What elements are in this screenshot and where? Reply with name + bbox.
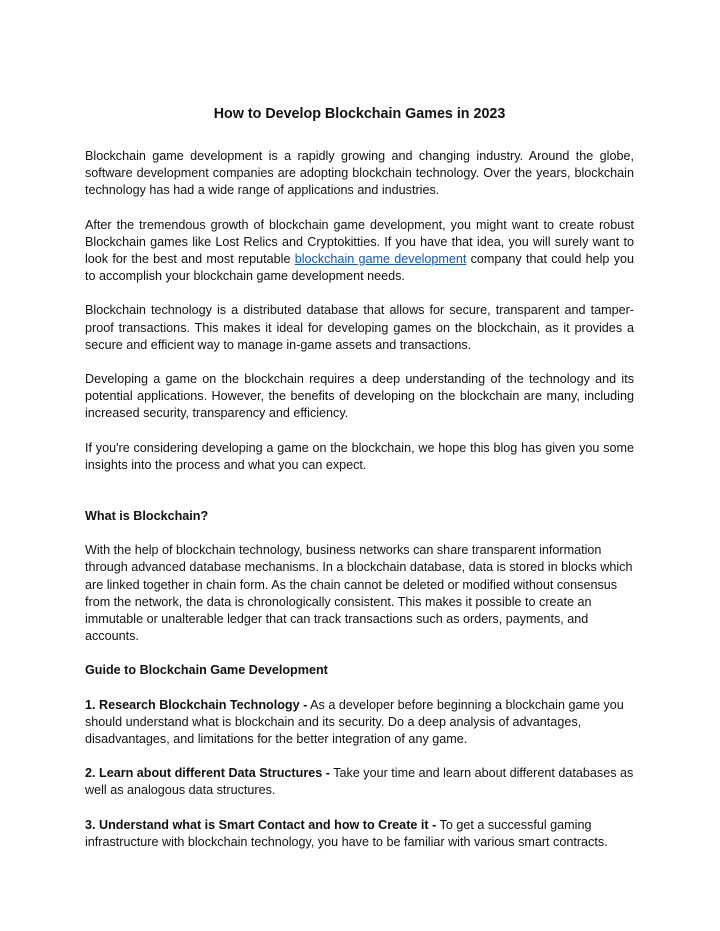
blockchain-game-development-link[interactable]: blockchain game development (294, 252, 467, 267)
guide-step-3-label: 3. Understand what is Smart Contact and how to Create it - (85, 817, 437, 832)
guide-step-2-label: 2. Learn about different Data Structures - (85, 766, 330, 781)
intro-paragraph-2-text-after: company that could help you to accomplish your blockchain game development needs. (85, 252, 634, 284)
guide-step-2 (85, 765, 634, 799)
guide-step-2-text: Take your time and learn about different databases as well as analogous data structures. (85, 766, 634, 798)
intro-paragraph-3: Blockchain technology is a distributed database that allows for secure, transparent and tamper-proof transactions. This makes it ideal for developing games on the blockchain, as it provides a secure and efficient way to manage in-game assets and transactions. (85, 303, 634, 352)
intro-paragraph-2-text-before: After the tremendous growth of blockchain game development, you might want to create robust Blockchain games like Lost Relics and Cryptokitties. If you have that idea, you will surely want to look for the best and most reputable (85, 217, 634, 267)
intro-paragraph-1: Blockchain game development is a rapidly growing and changing industry. Around the globe, software development companies are adopting blockchain technology. Over the years, blockchain technology has had a wide range of applications and industries. (85, 149, 634, 198)
intro-paragraph-5: If you're considering developing a game on the blockchain, we hope this blog has given you some insights into the process and what you can expect. (85, 440, 634, 472)
what-is-blockchain-body: With the help of blockchain technology, business networks can share transparent information through advanced database mechanisms. In a blockchain database, data is stored in blocks which are linked together in chain form. As the chain cannot be deleted or modified without consensus from the network, the data is chronologically consistent. This makes it possible to create an immutable or unalterable ledger that can track transactions such as orders, payments, and accounts. (85, 543, 633, 644)
guide-step-3-text: To get a successful gaming infrastructure with blockchain technology, you have to be familiar with various smart contracts. (85, 817, 608, 849)
guide-step-3 (85, 817, 634, 851)
guide-heading: Guide to Blockchain Game Development (85, 663, 328, 678)
intro-paragraph-4: Developing a game on the blockchain requires a deep understanding of the technology and its potential applications. However, the benefits of developing on the blockchain are many, including increased security, transparency and efficiency. (85, 372, 634, 421)
document-page (85, 104, 634, 868)
guide-step-1-text: As a developer before beginning a blockchain game you should understand what is blockchain and its security. Do a deep analysis of advantages, disadvantages, and limitations for the better integration of any game. (85, 697, 624, 747)
document-title: How to Develop Blockchain Games in 2023 (213, 106, 506, 122)
intro-paragraph-2 (85, 217, 634, 286)
guide-step-1 (85, 697, 634, 749)
what-is-blockchain-heading: What is Blockchain? (85, 509, 209, 524)
guide-step-1-label: 1. Research Blockchain Technology - (85, 697, 308, 712)
